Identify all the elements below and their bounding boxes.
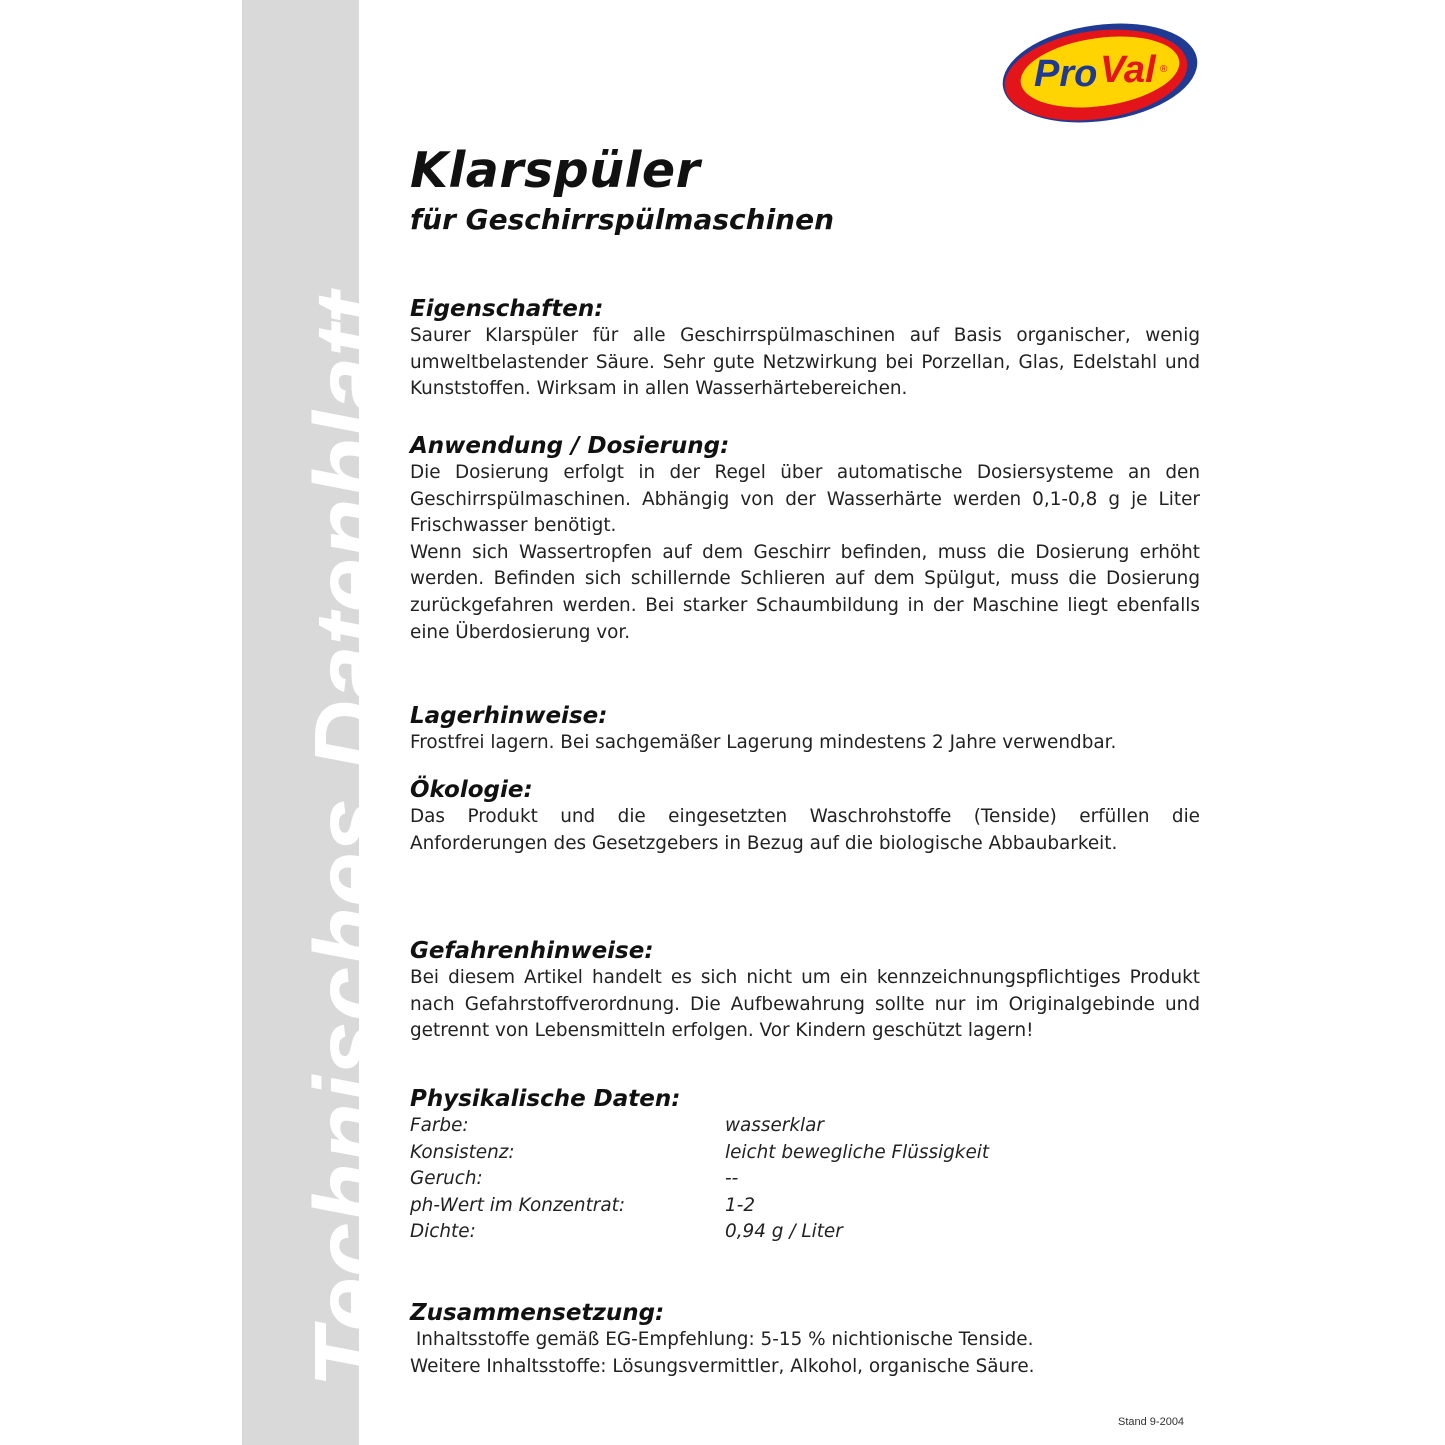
section-heading: Zusammensetzung: [410, 1300, 665, 1326]
section-lager [410, 702, 1200, 757]
section-text: Wenn sich Wassertropfen auf dem Geschirr befinden, muss die Dosierung erhöht werden. Befinden sich schillernde Schlieren auf dem Spülgut, muss die Dosierung zurückgefahren werden. Bei starker Schaumbildung in der Maschine liegt ebenfalls eine Überdosierung vor. [410, 541, 1200, 643]
section-zusammensetzung [410, 1299, 1200, 1380]
data-value: 1-2 [725, 1194, 756, 1216]
data-value: 0,94 g / Liter [725, 1221, 843, 1243]
section-text: Das Produkt und die eingesetzten Waschrohstoffe (Tenside) erfüllen die Anforderungen des Gesetzgebers in Bezug auf die biologische Abbaubarkeit. [410, 806, 1200, 854]
section-anwendung [410, 432, 1200, 646]
section-physik [410, 1085, 1200, 1246]
logo-registered: ® [1160, 64, 1168, 75]
data-value: wasserklar [725, 1115, 824, 1136]
logo-text-pro: Pro [1034, 53, 1098, 95]
logo-text-val: Val [1100, 49, 1156, 91]
proval-logo [1000, 22, 1200, 124]
page-subtitle: für Geschirrspülmaschinen [410, 203, 835, 236]
section-heading: Ökologie: [410, 777, 533, 803]
section-text: Weitere Inhaltsstoffe: Lösungsvermittler, Alkohol, organische Säure. [410, 1355, 1035, 1377]
section-oekologie [410, 776, 1200, 857]
data-row [410, 1140, 1200, 1167]
data-row [410, 1166, 1200, 1193]
stand-date: Stand 9-2004 [1118, 1416, 1185, 1428]
section-eigenschaften [410, 295, 1200, 403]
section-heading: Lagerhinweise: [410, 703, 608, 729]
data-table [410, 1113, 1200, 1246]
data-row [410, 1193, 1200, 1220]
section-text: Inhaltsstoffe gemäß EG-Empfehlung: 5-15 % nichtionische Tenside. [410, 1329, 1034, 1350]
section-heading: Physikalische Daten: [410, 1086, 681, 1112]
data-label: Geruch: [410, 1168, 483, 1190]
section-gefahren [410, 937, 1200, 1045]
data-label: ph-Wert im Konzentrat: [410, 1194, 626, 1216]
data-value: -- [725, 1168, 739, 1190]
data-label: Farbe: [410, 1115, 469, 1136]
data-value: leicht bewegliche Flüssigkeit [725, 1141, 990, 1163]
section-text: Die Dosierung erfolgt in der Regel über automatische Dosiersysteme an den Geschirrspülmaschinen. Abhängig von der Wasserhärte werden 0,1-0,8 g je Liter Frischwasser benötigt. [410, 462, 1200, 537]
section-heading: Anwendung / Dosierung: [410, 433, 730, 459]
sidebar-title: Technisches Datenblatt [294, 291, 404, 1388]
data-label: Dichte: [410, 1221, 476, 1243]
data-label: Konsistenz: [410, 1141, 515, 1163]
section-heading: Gefahrenhinweise: [410, 938, 654, 964]
section-heading: Eigenschaften: [410, 296, 604, 322]
data-row [410, 1219, 1200, 1246]
page-title: Klarspüler [410, 142, 701, 199]
data-row [410, 1113, 1200, 1140]
section-text: Bei diesem Artikel handelt es sich nicht um ein kennzeichnungspflichtiges Produkt nach Gefahrstoffverordnung. Die Aufbewahrung sollte nur im Originalgebinde und getrennt von Lebensmitteln erfolgen. Vor Kindern geschützt lagern! [410, 967, 1200, 1042]
section-text: Frostfrei lagern. Bei sachgemäßer Lagerung mindestens 2 Jahre verwendbar. [410, 732, 1117, 753]
section-text: Saurer Klarspüler für alle Geschirrspülmaschinen auf Basis organischer, wenig umweltbelastender Säure. Sehr gute Netzwirkung bei Porzellan, Glas, Edelstahl und Kunststoffen. Wirksam in allen Wasserhärtebereichen. [410, 325, 1200, 400]
